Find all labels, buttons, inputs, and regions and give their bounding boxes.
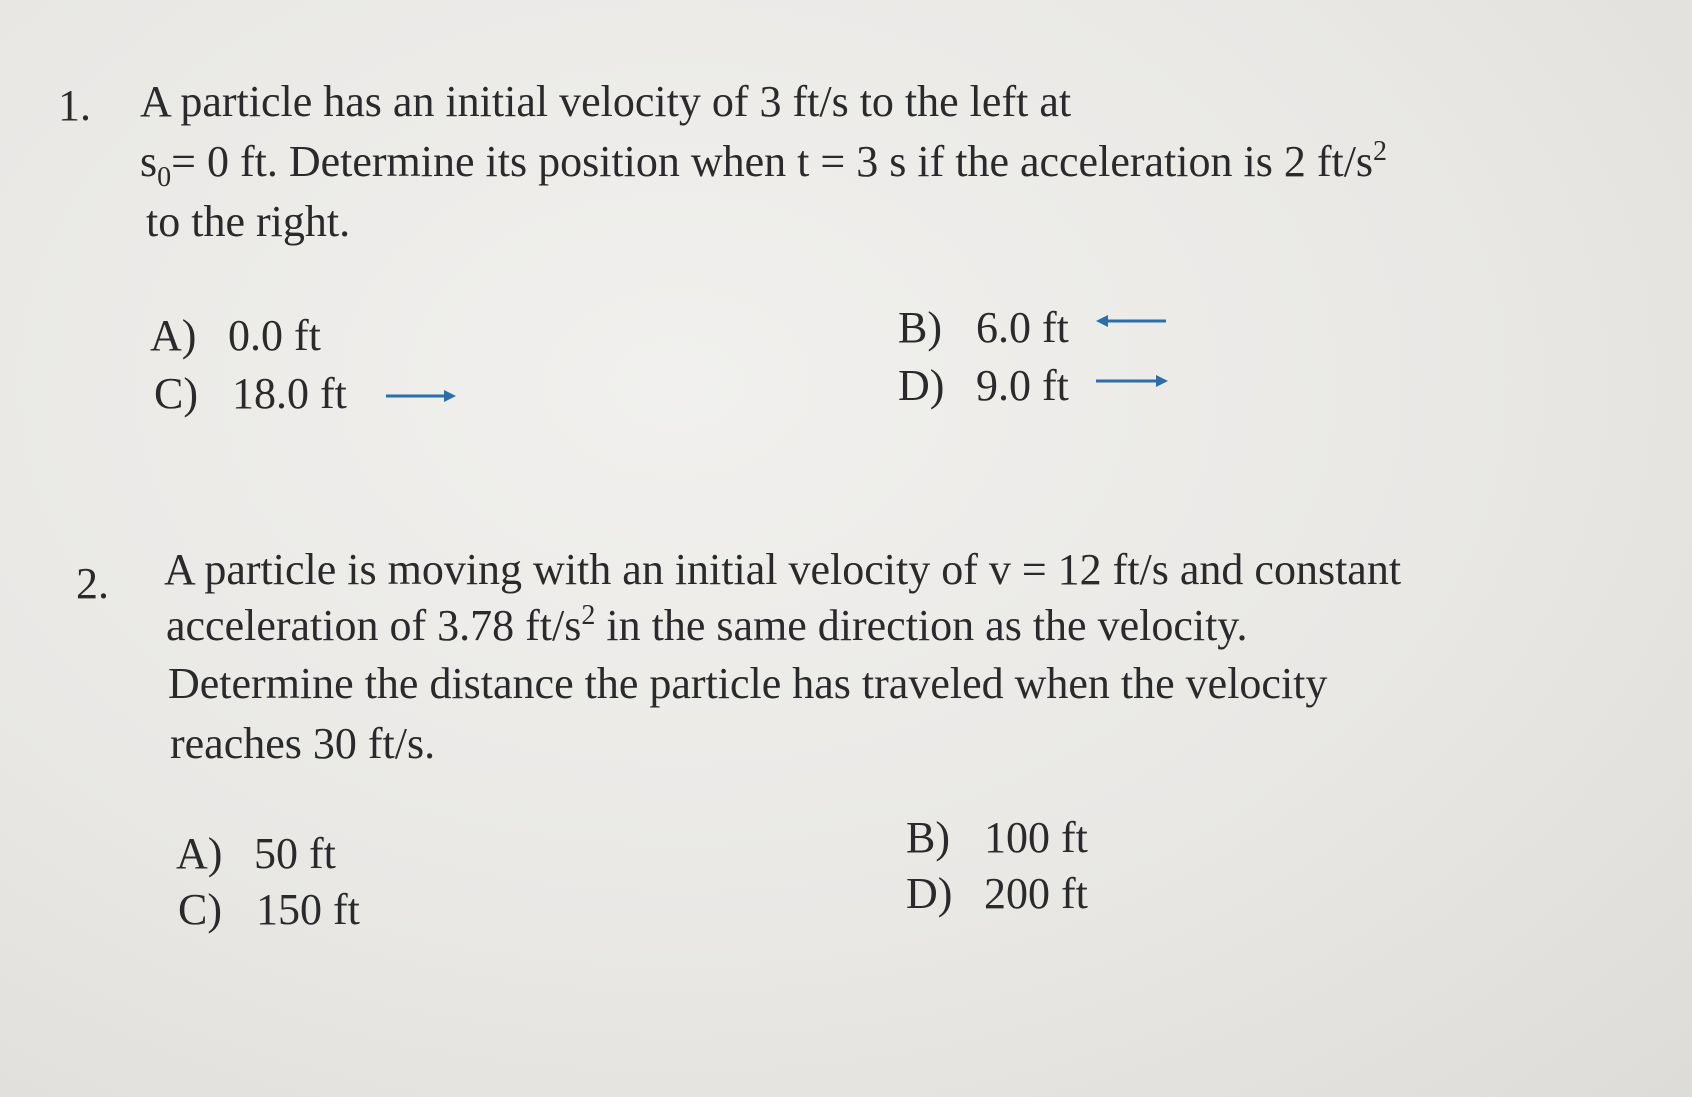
choice-letter: B) [906,813,950,862]
squared-superscript: 2 [1373,136,1388,167]
s-symbol: s [140,137,158,186]
choice-letter: A) [176,829,223,878]
right-arrow-icon [1096,372,1168,390]
question-2-number: 2. [76,559,109,608]
question-1-line-1: A particle has an initial velocity of 3 ft/s to the left at [140,77,1072,126]
question-1-choice-b [898,303,1069,352]
question-1-choice-d [898,361,1069,410]
question-2-line-3: Determine the distance the particle has traveled when the velocity [168,659,1328,708]
question-2-line-2 [166,600,1248,650]
choice-value: 18.0 ft [232,369,347,418]
s-subscript: 0 [157,162,172,193]
question-2-choice-d [906,869,1088,918]
choice-value: 200 ft [984,869,1088,918]
choice-value: 150 ft [256,885,360,934]
question-2-line-4: reaches 30 ft/s. [170,719,436,768]
question-2-choice-b [906,813,1088,862]
choice-value: 0.0 ft [228,311,321,360]
question-2-choice-c [178,885,360,934]
question-1-choice-c [154,369,347,418]
choice-letter: D) [906,869,953,918]
question-1-line-2 [140,136,1388,193]
question-1-line-3: to the right. [146,197,351,246]
choice-letter: D) [898,361,945,410]
question-2-line-2-post: in the same direction as the velocity. [595,601,1248,650]
left-arrow-icon [1096,312,1168,330]
choice-letter: C) [178,885,222,934]
choice-value: 9.0 ft [976,361,1069,410]
choice-value: 50 ft [254,829,336,878]
question-1-number: 1. [58,81,91,130]
right-arrow-icon [386,387,456,405]
choice-letter: B) [898,303,942,352]
question-2-line-1: A particle is moving with an initial velocity of v = 12 ft/s and constant [164,545,1402,594]
question-1-line-2-text: = 0 ft. Determine its position when t = 3 s if the acceleration is 2 ft/s [171,137,1374,186]
choice-value: 6.0 ft [976,303,1069,352]
choice-letter: A) [150,311,197,360]
choice-letter: C) [154,369,198,418]
squared-superscript: 2 [581,600,596,631]
choice-value: 100 ft [984,813,1088,862]
question-1-choice-a [150,311,321,360]
question-2-choice-a [176,829,336,878]
question-2-line-2-pre: acceleration of 3.78 ft/s [166,601,582,650]
